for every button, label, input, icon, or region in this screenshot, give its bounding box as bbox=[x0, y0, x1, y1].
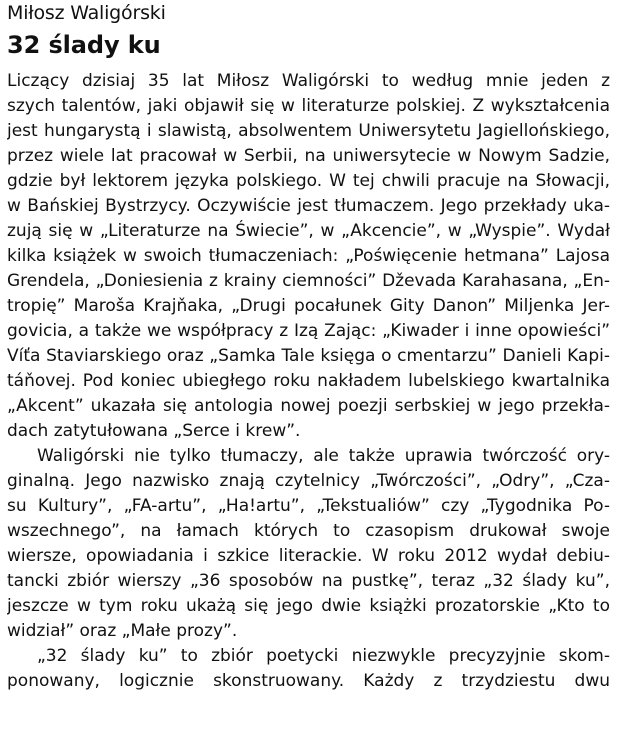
text-line: w Bańskiej Bystrzycy. Oczywiście jest tłumaczem. Jego przekłady uka- bbox=[7, 196, 610, 216]
text-line: dach zatytułowana „Serce i krew”. bbox=[7, 421, 301, 441]
text-line: „Akcent” ukazała się antologia nowej poezji serbskiej w jego przekła- bbox=[7, 396, 610, 416]
text-line: táňovej. Pod koniec ubiegłego roku nakładem lubelskiego kwartalnika bbox=[7, 371, 610, 391]
text-line: jeszcze w tym roku ukażą się jego dwie książki prozatorskie „Kto to bbox=[7, 596, 610, 616]
text-line: wszechnego”, na łamach których to czasopism drukował swoje bbox=[7, 521, 610, 541]
text-line: govicia, a także we współpracy z Izą Zając: „Kiwader i inne opowieści” bbox=[7, 321, 610, 341]
text-line: Liczący dzisiaj 35 lat Miłosz Waligórski to według mnie jeden z bbox=[7, 71, 610, 91]
text-line: gdzie był lektorem języka polskiego. W tej chwili pracuje na Słowacji, bbox=[7, 171, 610, 191]
paragraph-1 bbox=[7, 69, 610, 444]
text-line: ponowany, logicznie skonstruowany. Każdy z trzydziestu dwu bbox=[7, 671, 610, 691]
text-line: jest hungarystą i slawistą, absolwentem Uniwersytetu Jagiellońskiego, bbox=[7, 121, 610, 141]
text-line: Víťa Staviarskiego oraz „Samka Tale księga o cmentarzu” Danieli Kapi- bbox=[7, 346, 610, 366]
text-line: wiersze, opowiadania i szkice literackie. W roku 2012 wydał debiu- bbox=[7, 546, 610, 566]
text-line: „32 ślady ku” to zbiór poetycki niezwykle precyzyjnie skom- bbox=[37, 646, 610, 666]
author-name: Miłosz Waligórski bbox=[7, 2, 166, 24]
text-line: ginalną. Jego nazwisko znają czytelnicy „Twórczości”, „Odry”, „Cza- bbox=[7, 471, 610, 491]
article-body bbox=[7, 69, 610, 694]
text-line: zują się w „Literaturze na Świecie”, w „Akcencie”, w „Wyspie”. Wydał bbox=[7, 221, 610, 241]
text-line: su Kultury”, „FA-artu”, „Ha!artu”, „Tekstualiów” czy „Tygodnika Po- bbox=[7, 496, 610, 516]
text-line: widział” oraz „Małe prozy”. bbox=[7, 621, 238, 641]
article-title: 32 ślady ku bbox=[7, 31, 161, 59]
text-line: tancki zbiór wierszy „36 sposobów na pustkę”, teraz „32 ślady ku”, bbox=[7, 571, 610, 591]
text-line: Grendela, „Doniesienia z krainy ciemności” Dževada Karahasana, „En- bbox=[7, 271, 610, 291]
text-line: szych talentów, jaki objawił się w literaturze polskiej. Z wykształcenia bbox=[7, 96, 610, 116]
paragraph-3 bbox=[7, 644, 610, 694]
text-line: kilka książek w swoich tłumaczeniach: „Poświęcenie hetmana” Lajosa bbox=[7, 246, 610, 266]
text-line: przez wiele lat pracował w Serbii, na uniwersytecie w Nowym Sadzie, bbox=[7, 146, 610, 166]
text-line: tropię” Maroša Krajňaka, „Drugi pocałunek Gity Danon” Miljenka Jer- bbox=[7, 296, 610, 316]
paragraph-2 bbox=[7, 444, 610, 644]
text-line: Waligórski nie tylko tłumaczy, ale także uprawia twórczość ory- bbox=[37, 446, 610, 466]
